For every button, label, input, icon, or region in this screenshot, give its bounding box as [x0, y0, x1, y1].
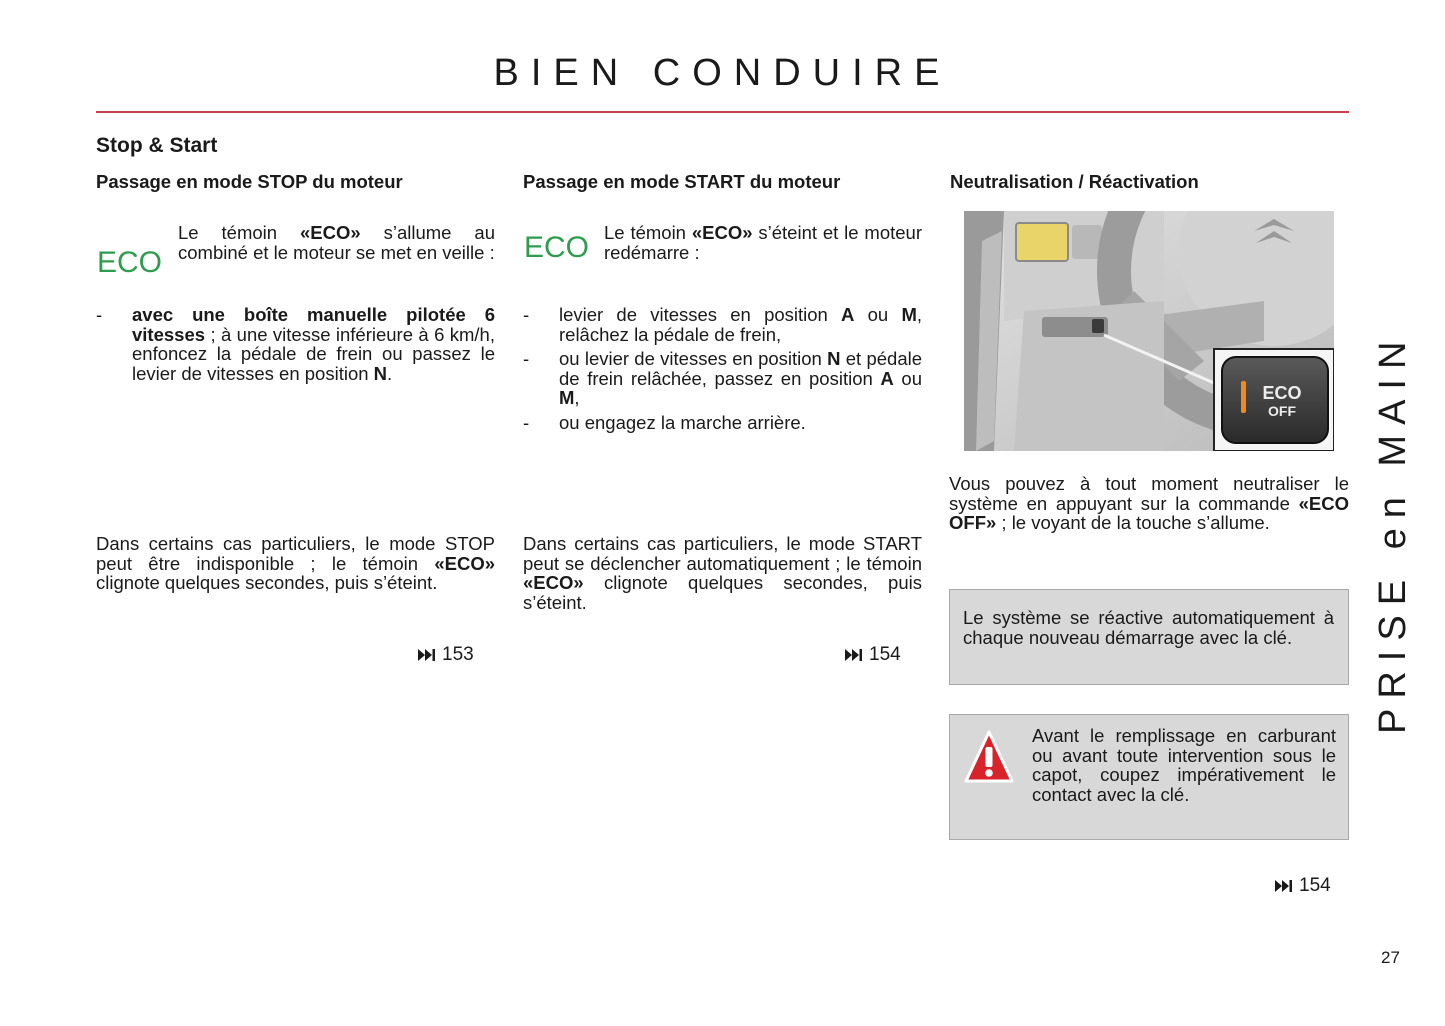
col1-heading: Passage en mode STOP du moteur — [96, 171, 403, 192]
svg-text:ECO: ECO — [97, 246, 163, 276]
svg-text:ECO: ECO — [524, 231, 590, 261]
skip-forward-icon — [418, 649, 436, 661]
page-number: 27 — [1381, 948, 1400, 967]
col3-page-ref[interactable] — [1275, 875, 1331, 897]
col1-intro: Le témoin «ECO» s’allume au combiné et le moteur se met en veille : — [178, 222, 495, 263]
col1-bullet-list — [96, 305, 495, 388]
col1-note: Dans certains cas particuliers, le mode STOP peut être indisponible ; le témoin «ECO» clignote quelques secondes, puis s’éteint. — [96, 533, 495, 593]
list-item: - ou levier de vitesses en position N et pédale de frein relâchée, passez en position A ou M, — [523, 348, 923, 408]
section-title: Stop & Start — [96, 134, 218, 157]
page-ref-number: 153 — [442, 644, 474, 665]
col1-page-ref[interactable] — [418, 644, 474, 666]
dashboard-photo — [964, 211, 1334, 451]
page-ref-number: 154 — [1299, 875, 1331, 896]
col3-paragraph: Vous pouvez à tout moment neutraliser le système en appuyant sur la commande «ECO OFF» ; le voyant de la touche s’allume. — [949, 473, 1349, 533]
svg-text:OFF: OFF — [1268, 403, 1296, 419]
col2-bullet-list — [523, 305, 922, 437]
list-item: - levier de vitesses en position A ou M, relâchez la pédale de frein, — [523, 304, 922, 345]
eco-indicator-icon — [524, 231, 590, 261]
info-box: Le système se réactive automatiquement à chaque nouveau démarrage avec la clé. — [949, 589, 1349, 685]
page-title: BIEN CONDUIRE — [493, 52, 952, 94]
warning-text: Avant le remplissage en carburant ou avant toute intervention sous le capot, coupez impérativement le contact avec la clé. — [1032, 725, 1336, 805]
svg-text:ECO: ECO — [1262, 383, 1302, 403]
skip-forward-icon — [1275, 880, 1293, 892]
col2-page-ref[interactable] — [845, 644, 901, 666]
warning-box — [949, 714, 1349, 840]
warning-triangle-icon — [964, 729, 1014, 790]
eco-indicator-icon — [97, 246, 163, 276]
col3-heading: Neutralisation / Réactivation — [950, 171, 1199, 192]
list-item: - avec une boîte manuelle pilotée 6 vitesses ; à une vitesse inférieure à 6 km/h, enfoncez la pédale de frein ou passez le levier de vitesses en position N. — [96, 304, 495, 384]
list-item: - ou engagez la marche arrière. — [523, 411, 806, 433]
chapter-side-label: PRISE en MAIN — [1372, 331, 1414, 734]
page-ref-number: 154 — [869, 644, 901, 665]
col2-intro: Le témoin «ECO» s’éteint et le moteur redémarre : — [604, 222, 922, 263]
skip-forward-icon — [845, 649, 863, 661]
col2-heading: Passage en mode START du moteur — [523, 171, 841, 192]
title-rule — [96, 111, 1349, 113]
col2-note: Dans certains cas particuliers, le mode START peut se déclencher automatiquement ; le témoin «ECO» clignote quelques secondes, puis s’éteint. — [523, 533, 922, 613]
